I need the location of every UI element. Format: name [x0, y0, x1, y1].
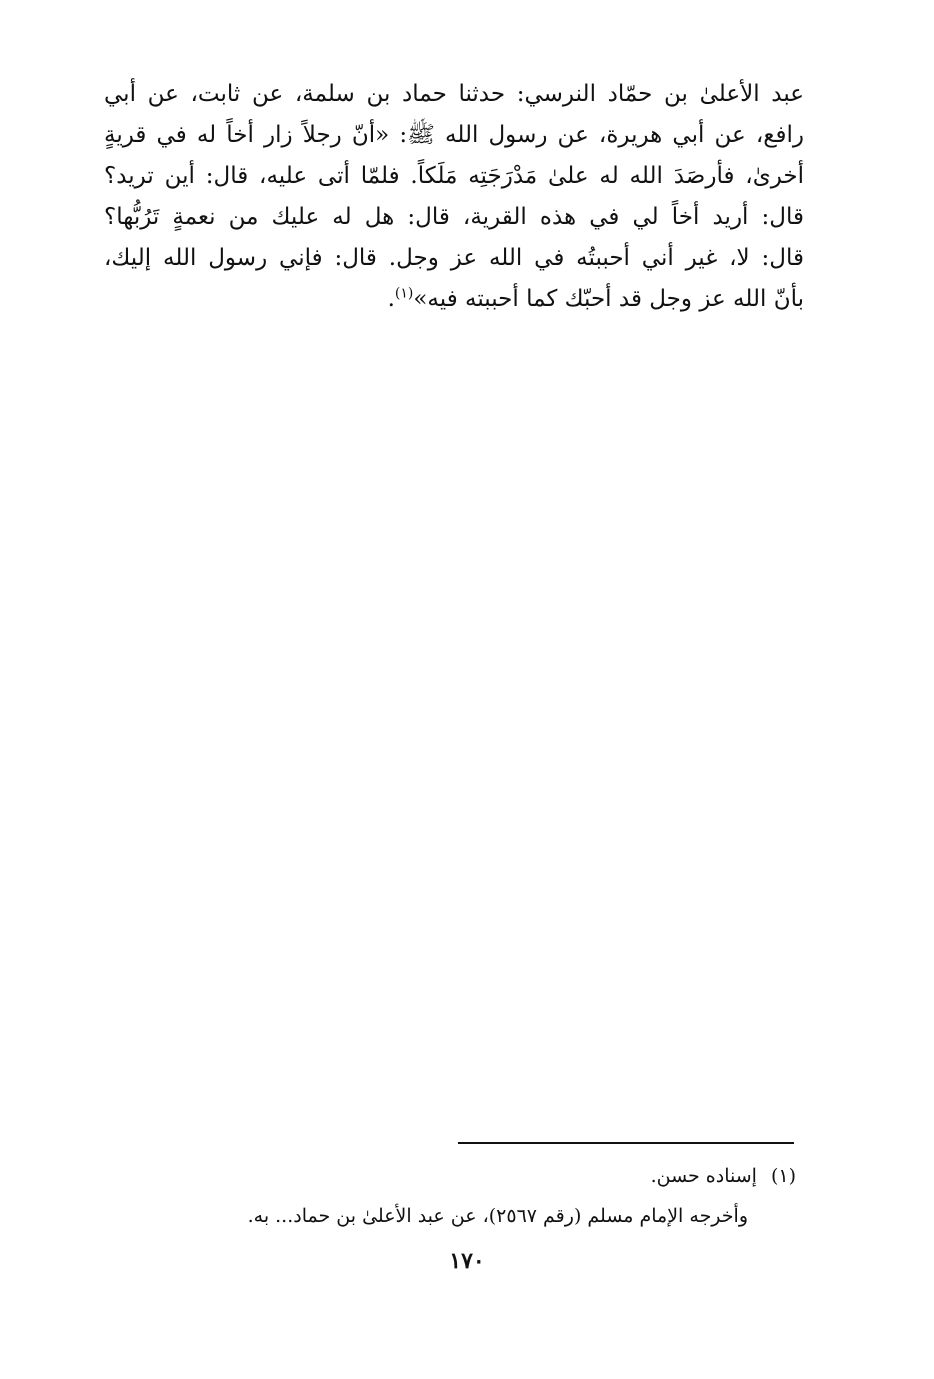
footnote-text: إسناده حسن.	[650, 1165, 757, 1187]
text-line-5: قال: لا، غير أني أحببتُه في الله عز وجل. قال: فإني رسول الله إليك،	[104, 245, 804, 271]
text-line-2: رافع، عن أبي هريرة، عن رسول الله ﷺ: «أنّ رجلاً زار أخاً له في قريةٍ	[104, 122, 804, 148]
footnotes-block	[150, 1156, 796, 1236]
end-punctuation: .	[387, 286, 395, 312]
footnote-1	[150, 1156, 796, 1196]
text-line-1: عبد الأعلىٰ بن حمّاد النرسي: حدثنا حماد بن سلمة، عن ثابت، عن أبي	[104, 81, 804, 107]
text-line-4: قال: أريد أخاً لي في هذه القرية، قال: هل له عليك من نعمةٍ تَرُبُّها؟	[104, 204, 804, 230]
main-text-block	[104, 74, 804, 320]
footnote-1-continuation: وأخرجه الإمام مسلم (رقم ٢٥٦٧)، عن عبد الأعلىٰ بن حماد... به.	[247, 1205, 748, 1227]
page-number: ١٧٠	[449, 1248, 485, 1274]
footnote-reference: (١)	[394, 285, 414, 302]
footnote-divider	[458, 1142, 794, 1144]
text-line-3: أخرىٰ، فأرصَدَ الله له علىٰ مَدْرَجَتِه مَلَكاً. فلمّا أتى عليه، قال: أين تريد؟	[104, 163, 804, 189]
text-line-6-content: بأنّ الله عز وجل قد أحبّك كما أحببته فيه»	[413, 286, 804, 312]
text-line-6	[104, 279, 804, 320]
footnote-number: (١)	[770, 1165, 796, 1187]
